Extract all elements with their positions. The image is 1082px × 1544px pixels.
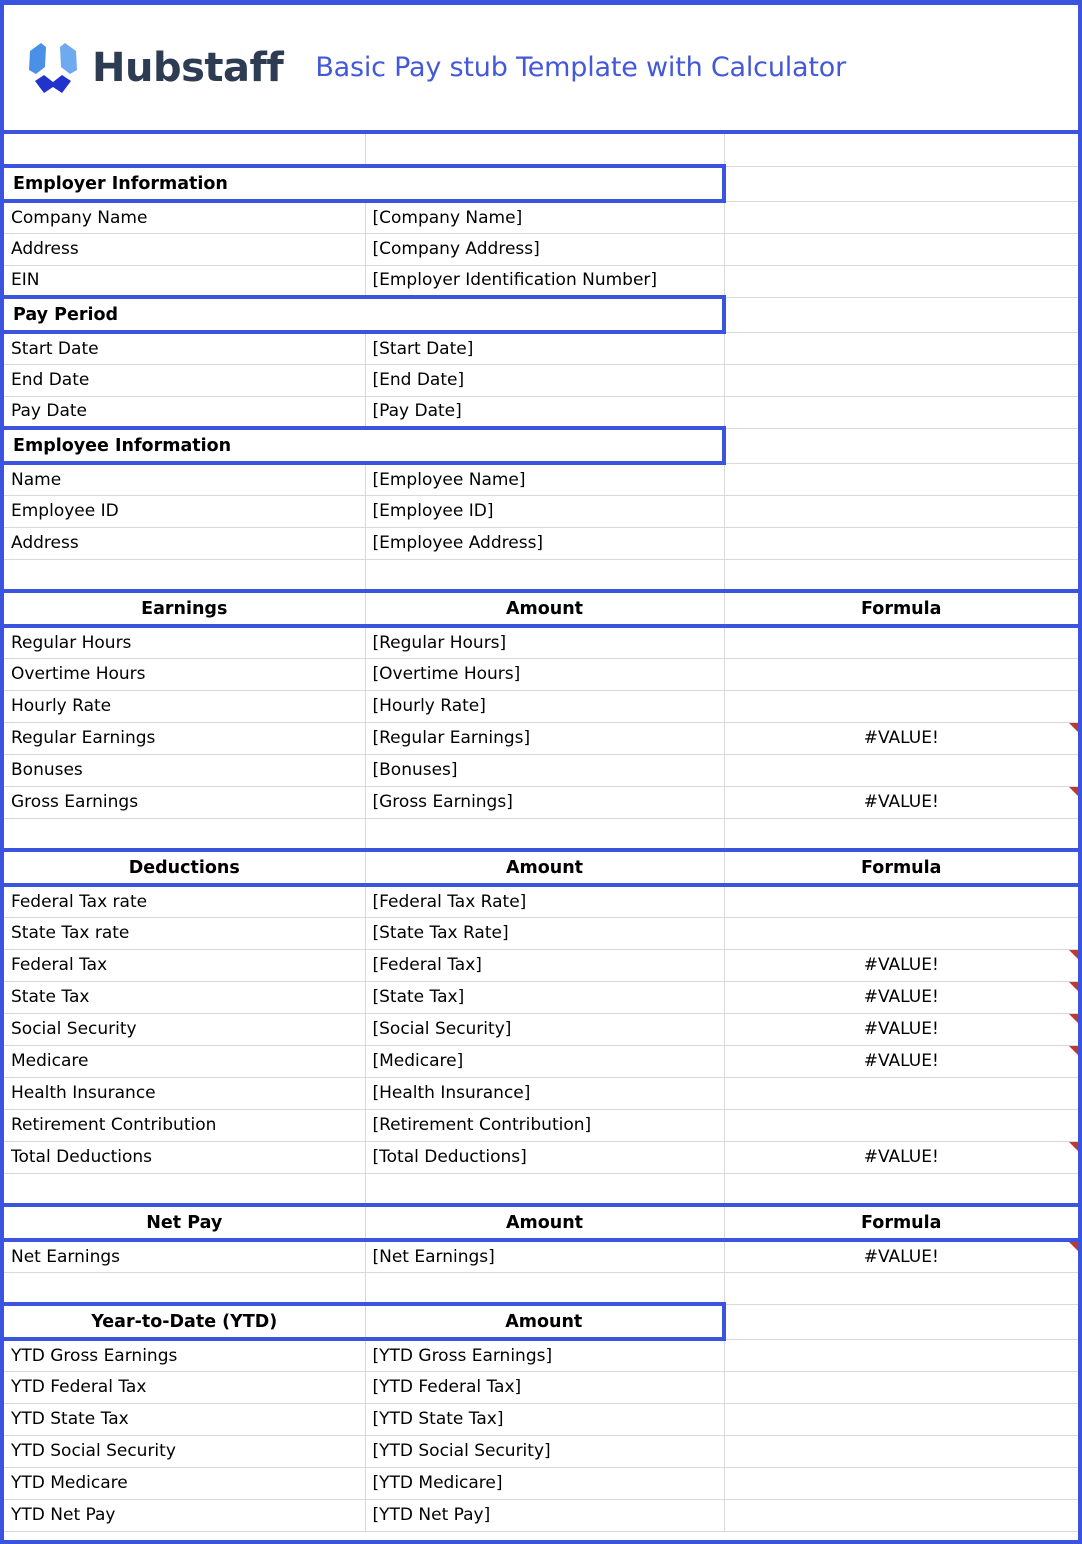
table-row bbox=[4, 1499, 1078, 1531]
row-formula-error[interactable]: #VALUE! bbox=[724, 1240, 1078, 1272]
row-value[interactable]: [Hourly Rate] bbox=[365, 690, 724, 722]
row-label[interactable]: EIN bbox=[4, 265, 365, 297]
row-formula[interactable] bbox=[724, 917, 1078, 949]
table-row bbox=[4, 722, 1078, 754]
table-row bbox=[4, 981, 1078, 1013]
table-row bbox=[4, 495, 1078, 527]
row-value[interactable]: [YTD Federal Tax] bbox=[365, 1371, 724, 1403]
row-formula[interactable] bbox=[724, 658, 1078, 690]
table-row bbox=[4, 1371, 1078, 1403]
row-value[interactable]: [Total Deductions] bbox=[365, 1141, 724, 1173]
spacer-cell[interactable] bbox=[724, 134, 1078, 166]
row-formula[interactable] bbox=[724, 1077, 1078, 1109]
row-label[interactable]: Social Security bbox=[4, 1013, 365, 1045]
row-label[interactable]: Gross Earnings bbox=[4, 786, 365, 818]
row-extra[interactable] bbox=[724, 463, 1078, 495]
table-row bbox=[4, 1077, 1078, 1109]
row-value[interactable]: [Start Date] bbox=[365, 332, 724, 364]
row-label[interactable]: Total Deductions bbox=[4, 1141, 365, 1173]
colhead-earnings[interactable]: Earnings bbox=[4, 591, 365, 626]
table-row bbox=[4, 364, 1078, 396]
spacer-row bbox=[4, 134, 1078, 166]
row-label[interactable]: Net Earnings bbox=[4, 1240, 365, 1272]
table-row bbox=[4, 626, 1078, 658]
colhead-ytd[interactable]: Year-to-Date (YTD) bbox=[4, 1304, 365, 1339]
row-label[interactable]: Start Date bbox=[4, 332, 365, 364]
spacer-cell[interactable] bbox=[4, 1173, 365, 1205]
row-value[interactable]: [Pay Date] bbox=[365, 396, 724, 428]
colhead-amount[interactable]: Amount bbox=[365, 1304, 724, 1339]
row-label[interactable]: Federal Tax bbox=[4, 949, 365, 981]
row-formula[interactable] bbox=[724, 690, 1078, 722]
table-row bbox=[4, 1339, 1078, 1371]
spacer-cell[interactable] bbox=[4, 1272, 365, 1304]
row-label[interactable]: Pay Date bbox=[4, 396, 365, 428]
colhead-amount[interactable]: Amount bbox=[365, 1205, 724, 1240]
row-label[interactable]: State Tax bbox=[4, 981, 365, 1013]
colhead-amount[interactable]: Amount bbox=[365, 591, 724, 626]
colhead-amount[interactable]: Amount bbox=[365, 850, 724, 885]
row-label[interactable]: Company Name bbox=[4, 201, 365, 233]
row-label[interactable]: YTD Net Pay bbox=[4, 1499, 365, 1531]
table-row bbox=[4, 1435, 1078, 1467]
section-tail-cell[interactable] bbox=[724, 166, 1078, 201]
row-label[interactable]: YTD Social Security bbox=[4, 1435, 365, 1467]
document-banner bbox=[4, 5, 1078, 134]
spacer-cell[interactable] bbox=[365, 134, 724, 166]
spacer-cell[interactable] bbox=[724, 1173, 1078, 1205]
row-extra[interactable] bbox=[724, 364, 1078, 396]
column-header-ytd bbox=[4, 1304, 1078, 1339]
row-label[interactable]: Federal Tax rate bbox=[4, 885, 365, 917]
spacer-cell[interactable] bbox=[365, 1272, 724, 1304]
row-extra[interactable] bbox=[724, 201, 1078, 233]
colhead-tail-cell[interactable] bbox=[724, 1304, 1078, 1339]
column-header-net-pay bbox=[4, 1205, 1078, 1240]
row-value[interactable]: [YTD Net Pay] bbox=[365, 1499, 724, 1531]
row-formula-error[interactable]: #VALUE! bbox=[724, 1141, 1078, 1173]
row-value[interactable]: [YTD Social Security] bbox=[365, 1435, 724, 1467]
section-title-pay-period[interactable]: Pay Period bbox=[4, 297, 724, 332]
colhead-formula[interactable]: Formula bbox=[724, 1205, 1078, 1240]
paystub-grid bbox=[4, 134, 1078, 1532]
row-label[interactable]: Health Insurance bbox=[4, 1077, 365, 1109]
row-formula[interactable] bbox=[724, 754, 1078, 786]
spacer-cell[interactable] bbox=[724, 1272, 1078, 1304]
row-formula-error[interactable]: #VALUE! bbox=[724, 722, 1078, 754]
page-title: Basic Pay stub Template with Calculator bbox=[315, 52, 846, 83]
section-tail-cell[interactable] bbox=[724, 428, 1078, 463]
row-formula[interactable] bbox=[724, 1109, 1078, 1141]
row-label[interactable]: Address bbox=[4, 233, 365, 265]
row-label[interactable]: Name bbox=[4, 463, 365, 495]
spacer-row bbox=[4, 559, 1078, 591]
row-extra[interactable] bbox=[724, 332, 1078, 364]
table-row bbox=[4, 527, 1078, 559]
table-row bbox=[4, 786, 1078, 818]
row-label[interactable]: YTD Gross Earnings bbox=[4, 1339, 365, 1371]
row-extra[interactable] bbox=[724, 396, 1078, 428]
row-extra[interactable] bbox=[724, 495, 1078, 527]
row-label[interactable]: State Tax rate bbox=[4, 917, 365, 949]
row-extra[interactable] bbox=[724, 233, 1078, 265]
table-row bbox=[4, 1240, 1078, 1272]
table-row bbox=[4, 1109, 1078, 1141]
table-row bbox=[4, 1403, 1078, 1435]
row-extra[interactable] bbox=[724, 265, 1078, 297]
row-value[interactable]: [End Date] bbox=[365, 364, 724, 396]
row-value[interactable]: [Employer Identification Number] bbox=[365, 265, 724, 297]
row-label[interactable]: YTD Federal Tax bbox=[4, 1371, 365, 1403]
row-label[interactable]: Hourly Rate bbox=[4, 690, 365, 722]
section-title-employer[interactable]: Employer Information bbox=[4, 166, 724, 201]
row-extra[interactable] bbox=[724, 1403, 1078, 1435]
row-value[interactable]: [Bonuses] bbox=[365, 754, 724, 786]
row-extra[interactable] bbox=[724, 1339, 1078, 1371]
spacer-cell[interactable] bbox=[4, 559, 365, 591]
colhead-deductions[interactable]: Deductions bbox=[4, 850, 365, 885]
row-label[interactable]: Bonuses bbox=[4, 754, 365, 786]
brand-wordmark: Hubstaff bbox=[92, 44, 284, 91]
table-row bbox=[4, 1013, 1078, 1045]
row-value[interactable]: [Regular Hours] bbox=[365, 626, 724, 658]
spacer-row bbox=[4, 818, 1078, 850]
row-formula-error[interactable]: #VALUE! bbox=[724, 1045, 1078, 1077]
row-label[interactable]: Regular Earnings bbox=[4, 722, 365, 754]
spacer-cell[interactable] bbox=[365, 1173, 724, 1205]
table-row bbox=[4, 690, 1078, 722]
table-row bbox=[4, 396, 1078, 428]
colhead-formula[interactable]: Formula bbox=[724, 591, 1078, 626]
row-value[interactable]: [Gross Earnings] bbox=[365, 786, 724, 818]
row-label[interactable]: YTD State Tax bbox=[4, 1403, 365, 1435]
row-value[interactable]: [Employee Address] bbox=[365, 527, 724, 559]
row-label[interactable]: Medicare bbox=[4, 1045, 365, 1077]
row-value[interactable]: [Federal Tax] bbox=[365, 949, 724, 981]
table-row bbox=[4, 754, 1078, 786]
spacer-row bbox=[4, 1272, 1078, 1304]
spacer-cell[interactable] bbox=[4, 134, 365, 166]
row-value[interactable]: [YTD Medicare] bbox=[365, 1467, 724, 1499]
colhead-net-pay[interactable]: Net Pay bbox=[4, 1205, 365, 1240]
table-row bbox=[4, 949, 1078, 981]
table-row bbox=[4, 463, 1078, 495]
table-row bbox=[4, 1467, 1078, 1499]
row-value[interactable]: [Medicare] bbox=[365, 1045, 724, 1077]
row-value[interactable]: [State Tax Rate] bbox=[365, 917, 724, 949]
column-header-earnings bbox=[4, 591, 1078, 626]
row-value[interactable]: [Employee Name] bbox=[365, 463, 724, 495]
spacer-cell[interactable] bbox=[724, 818, 1078, 850]
table-row bbox=[4, 201, 1078, 233]
spacer-row bbox=[4, 1173, 1078, 1205]
section-header-pay-period bbox=[4, 297, 1078, 332]
row-extra[interactable] bbox=[724, 1467, 1078, 1499]
row-extra[interactable] bbox=[724, 527, 1078, 559]
row-value[interactable]: [Employee ID] bbox=[365, 495, 724, 527]
row-label[interactable]: Employee ID bbox=[4, 495, 365, 527]
colhead-formula[interactable]: Formula bbox=[724, 850, 1078, 885]
table-row bbox=[4, 1045, 1078, 1077]
section-header-employer bbox=[4, 166, 1078, 201]
row-value[interactable]: [Company Address] bbox=[365, 233, 724, 265]
row-extra[interactable] bbox=[724, 1435, 1078, 1467]
spacer-cell[interactable] bbox=[724, 559, 1078, 591]
section-title-employee[interactable]: Employee Information bbox=[4, 428, 724, 463]
row-value[interactable]: [State Tax] bbox=[365, 981, 724, 1013]
row-formula-error[interactable]: #VALUE! bbox=[724, 786, 1078, 818]
hubstaff-logo-icon bbox=[26, 37, 80, 99]
row-formula-error[interactable]: #VALUE! bbox=[724, 949, 1078, 981]
row-label[interactable]: End Date bbox=[4, 364, 365, 396]
row-value[interactable]: [Company Name] bbox=[365, 201, 724, 233]
row-value[interactable]: [Overtime Hours] bbox=[365, 658, 724, 690]
section-tail-cell[interactable] bbox=[724, 297, 1078, 332]
spacer-cell[interactable] bbox=[4, 818, 365, 850]
row-label[interactable]: Overtime Hours bbox=[4, 658, 365, 690]
row-formula-error[interactable]: #VALUE! bbox=[724, 1013, 1078, 1045]
row-value[interactable]: [Net Earnings] bbox=[365, 1240, 724, 1272]
spacer-cell[interactable] bbox=[365, 559, 724, 591]
row-formula-error[interactable]: #VALUE! bbox=[724, 981, 1078, 1013]
row-formula[interactable] bbox=[724, 885, 1078, 917]
row-extra[interactable] bbox=[724, 1371, 1078, 1403]
row-label[interactable]: Regular Hours bbox=[4, 626, 365, 658]
section-header-employee bbox=[4, 428, 1078, 463]
row-value[interactable]: [YTD State Tax] bbox=[365, 1403, 724, 1435]
table-row bbox=[4, 917, 1078, 949]
row-value[interactable]: [Federal Tax Rate] bbox=[365, 885, 724, 917]
spacer-cell[interactable] bbox=[365, 818, 724, 850]
row-label[interactable]: Retirement Contribution bbox=[4, 1109, 365, 1141]
row-value[interactable]: [Retirement Contribution] bbox=[365, 1109, 724, 1141]
row-label[interactable]: Address bbox=[4, 527, 365, 559]
table-row bbox=[4, 885, 1078, 917]
row-value[interactable]: [YTD Gross Earnings] bbox=[365, 1339, 724, 1371]
row-value[interactable]: [Health Insurance] bbox=[365, 1077, 724, 1109]
table-row bbox=[4, 265, 1078, 297]
row-label[interactable]: YTD Medicare bbox=[4, 1467, 365, 1499]
row-extra[interactable] bbox=[724, 1499, 1078, 1531]
row-value[interactable]: [Regular Earnings] bbox=[365, 722, 724, 754]
table-row bbox=[4, 233, 1078, 265]
table-row bbox=[4, 658, 1078, 690]
row-value[interactable]: [Social Security] bbox=[365, 1013, 724, 1045]
row-formula[interactable] bbox=[724, 626, 1078, 658]
table-row bbox=[4, 332, 1078, 364]
table-row bbox=[4, 1141, 1078, 1173]
column-header-deductions bbox=[4, 850, 1078, 885]
